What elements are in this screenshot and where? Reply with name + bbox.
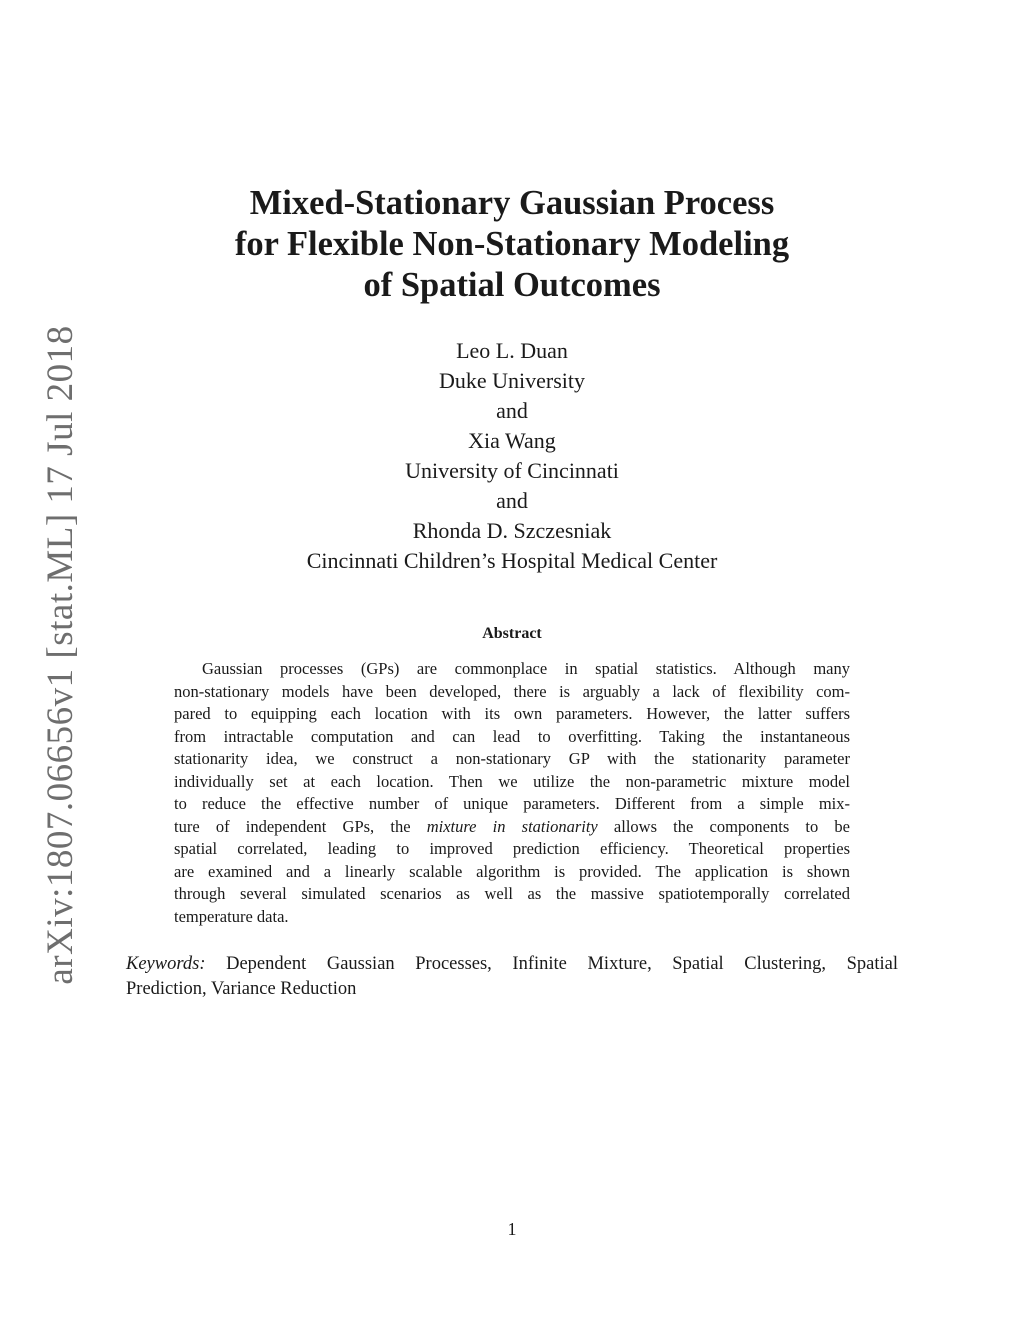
author-name: Rhonda D. Szczesniak	[412, 518, 612, 543]
abstract-line: spatial correlated, leading to improved prediction efficiency. Theoretical properties	[174, 839, 850, 858]
keywords-line	[126, 952, 898, 977]
page-number: 1	[507, 1219, 517, 1239]
author-affiliation: University of Cincinnati	[405, 458, 619, 483]
abstract-line: stationarity idea, we construct a non-stationary GP with the stationarity parameter	[174, 749, 850, 768]
keywords-section	[126, 952, 898, 1002]
abstract-line: Gaussian processes (GPs) are commonplace in spatial statistics. Although many	[202, 659, 850, 678]
abstract-line: individually set at each location. Then we utilize the non-parametric mixture model	[174, 771, 850, 791]
abstract-line: non-stationary models have been developed, there is arguably a lack of flexibility com-	[174, 681, 850, 701]
author-name: Xia Wang	[468, 428, 556, 453]
author-name: Leo L. Duan	[456, 338, 568, 363]
abstract-text	[174, 658, 850, 928]
abstract-line: from intractable computation and can lead to overfitting. Taking the instantaneous	[174, 726, 850, 746]
abstract-line: are examined and a linearly scalable algorithm is provided. The application is shown	[174, 861, 850, 881]
author-separator: and	[496, 488, 528, 513]
abstract-line	[174, 816, 850, 839]
author-separator: and	[496, 398, 528, 423]
author-block	[0, 336, 1024, 576]
arxiv-identifier-stamp: arXiv:1807.06656v1 [stat.ML] 17 Jul 2018	[40, 325, 81, 985]
author-affiliation: Duke University	[438, 368, 586, 393]
abstract-text-segment: allows the components to be	[597, 816, 850, 836]
title-line: for Flexible Non-Stationary Modeling	[234, 225, 790, 263]
keywords-label: Keywords:	[126, 954, 206, 974]
abstract-line: temperature data.	[174, 906, 289, 926]
abstract-emphasis: mixture in stationarity	[426, 816, 598, 836]
abstract-text-segment: ture of independent GPs, the	[174, 816, 427, 836]
abstract-line: through several simulated scenarios as well as the massive spatiotemporally correlated	[174, 884, 850, 903]
abstract-line: to reduce the effective number of unique parameters. Different from a simple mix-	[174, 794, 850, 813]
keywords-line: Prediction, Variance Reduction	[126, 979, 357, 999]
abstract-line: pared to equipping each location with its own parameters. However, the latter suffers	[174, 704, 850, 723]
title-line: Mixed-Stationary Gaussian Process	[249, 184, 775, 222]
author-affiliation: Cincinnati Children’s Hospital Medical Center	[306, 548, 718, 573]
title-line: of Spatial Outcomes	[363, 266, 661, 304]
abstract-heading: Abstract	[482, 625, 542, 642]
paper-title	[0, 183, 1024, 306]
keywords-text: Dependent Gaussian Processes, Infinite Mixture, Spatial Clustering, Spatial	[205, 954, 898, 974]
